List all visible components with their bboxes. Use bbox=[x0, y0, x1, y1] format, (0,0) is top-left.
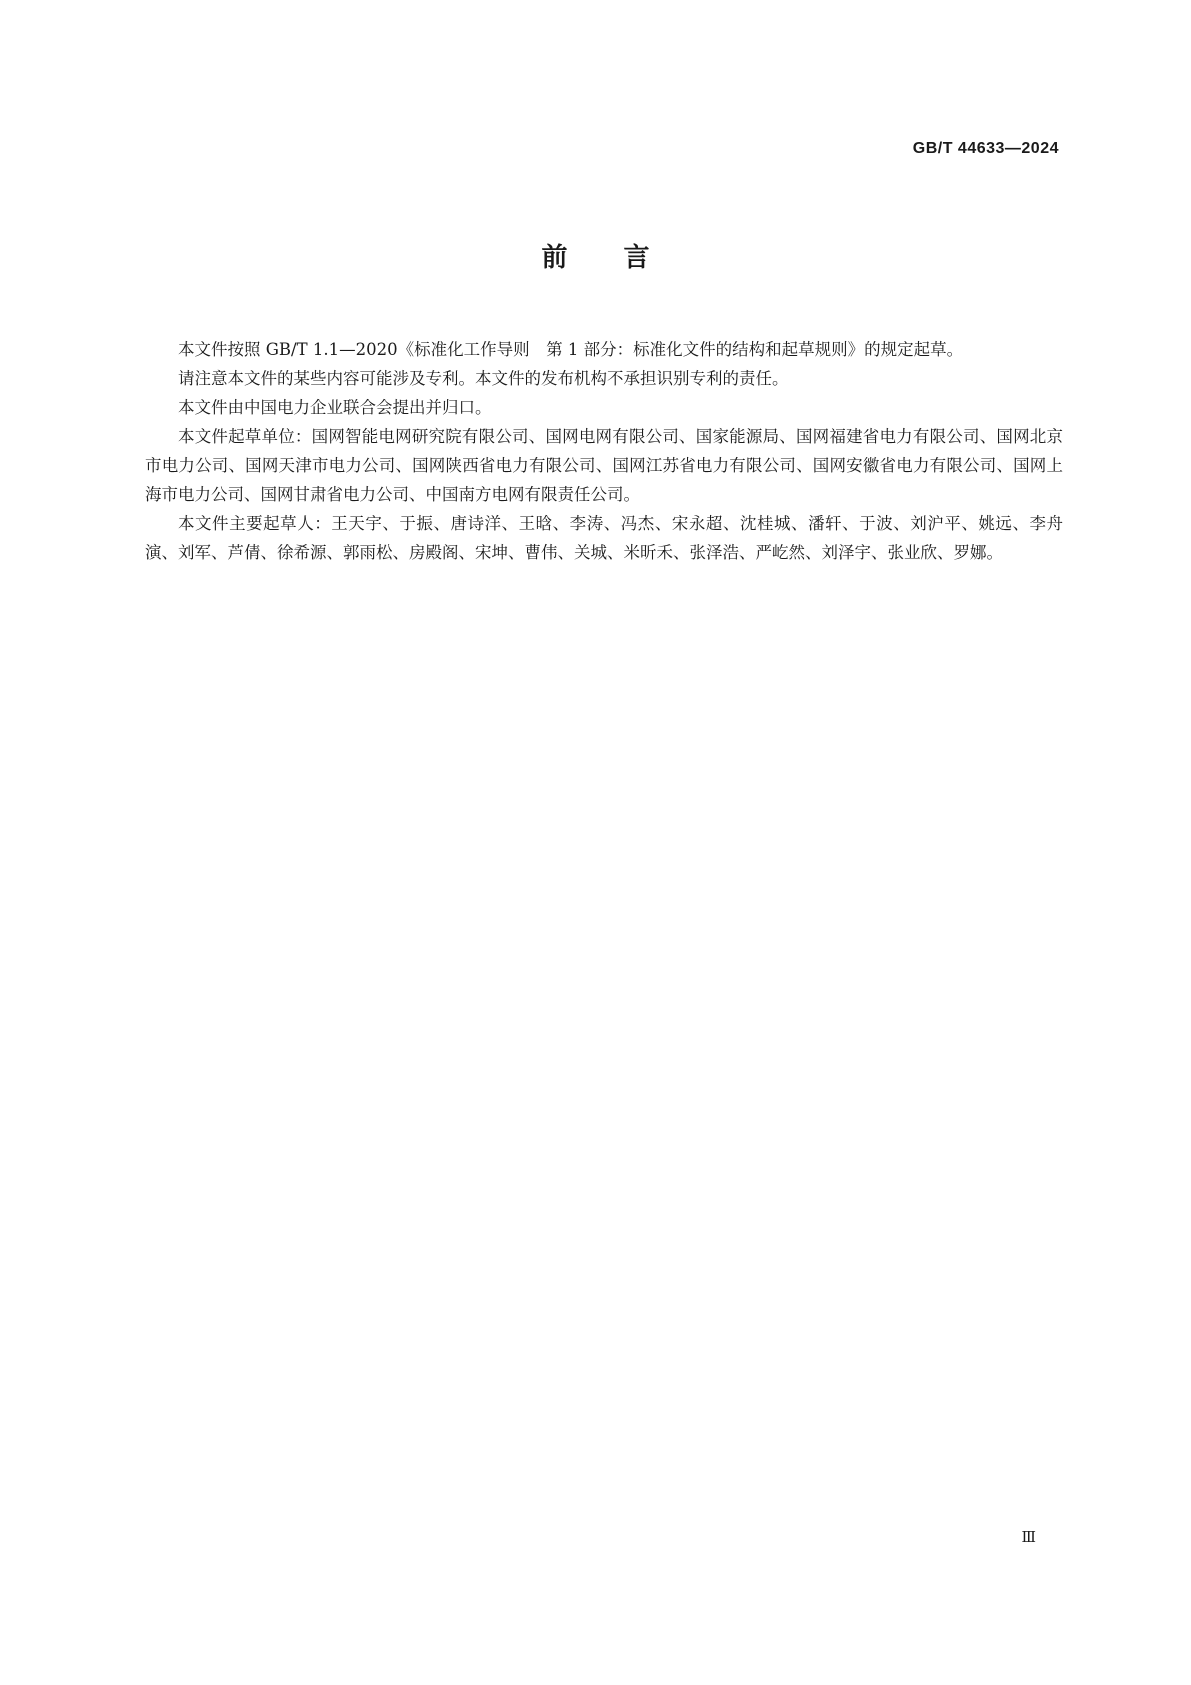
paragraph-drafting-units: 本文件起草单位：国网智能电网研究院有限公司、国网电网有限公司、国家能源局、国网福建省电力有限公司、国网北京市电力公司、国网天津市电力公司、国网陕西省电力有限公司、国网江苏省电力有限公司、国网安徽省电力有限公司、国网上海市电力公司、国网甘肃省电力公司、中国南方电网有限责任公司。 bbox=[145, 427, 1063, 504]
page-title-char-2: 言 bbox=[623, 243, 650, 273]
page-title-char-1: 前 bbox=[541, 243, 568, 273]
page-title bbox=[0, 240, 1191, 276]
foreword-body bbox=[145, 335, 1063, 567]
paragraph-drafting-rules: 本文件按照 GB/T 1.1—2020《标准化工作导则 第 1 部分：标准化文件的结构和起草规则》的规定起草。 bbox=[178, 340, 964, 359]
paragraph-patent-notice: 请注意本文件的某些内容可能涉及专利。本文件的发布机构不承担识别专利的责任。 bbox=[178, 369, 789, 388]
paragraph-drafters: 本文件主要起草人：王天宇、于振、唐诗洋、王晗、李涛、冯杰、宋永超、沈桂城、潘轩、于波、刘沪平、姚远、李舟演、刘军、芦倩、徐希源、郭雨松、房殿阁、宋坤、曹伟、关城、米昕禾、张泽浩、严屹然、刘泽宇、张业欣、罗娜。 bbox=[145, 514, 1063, 562]
paragraph-proposer: 本文件由中国电力企业联合会提出并归口。 bbox=[178, 398, 492, 417]
page-number: Ⅲ bbox=[1021, 1530, 1036, 1546]
standard-number: GB/T 44633—2024 bbox=[912, 140, 1059, 157]
